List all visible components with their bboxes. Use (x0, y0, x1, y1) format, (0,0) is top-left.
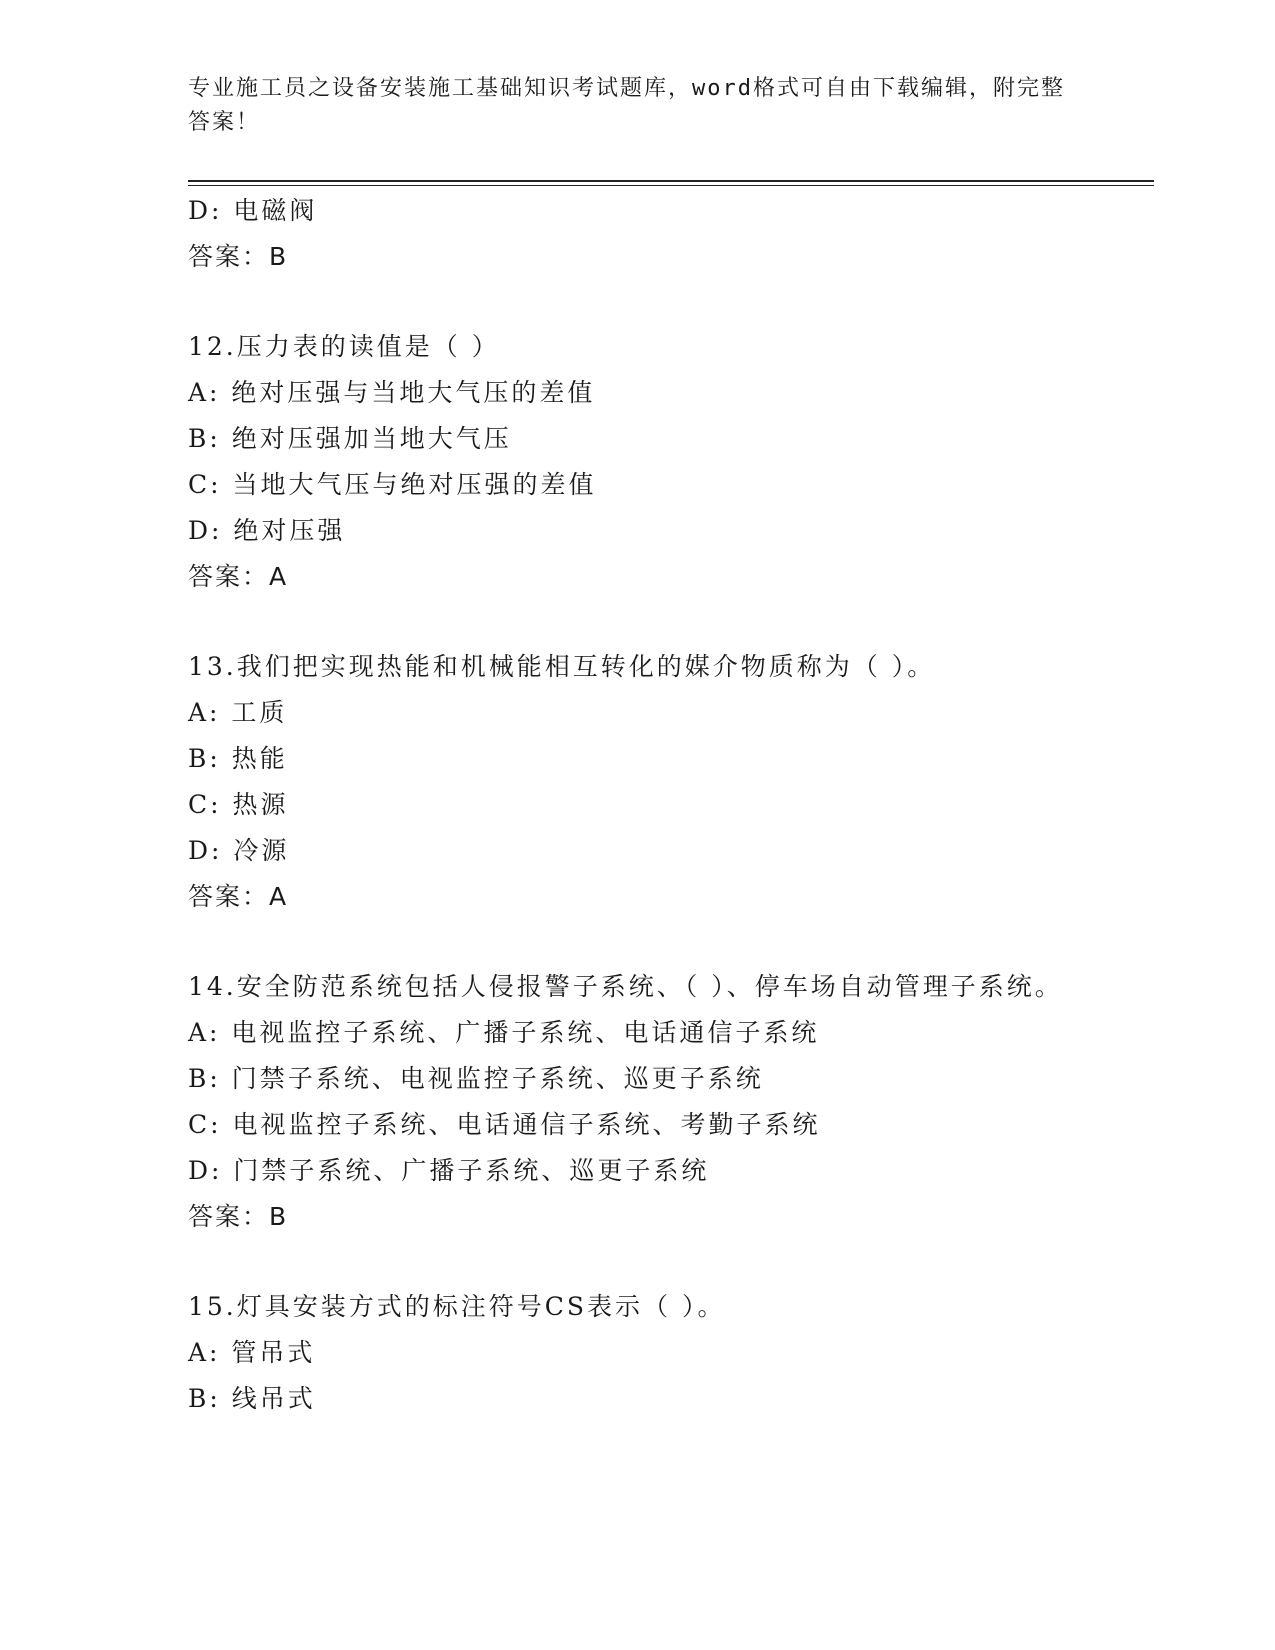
spacer (188, 600, 1088, 644)
option-c: C: 热源 (188, 790, 289, 819)
question-15 (188, 1284, 1088, 1422)
option-d: D: 电磁阀 (188, 196, 318, 225)
question-11-tail (188, 188, 1088, 280)
option-c: C: 电视监控子系统、电话通信子系统、考勤子系统 (188, 1110, 821, 1139)
question-list (188, 188, 1088, 1422)
question-12 (188, 324, 1088, 600)
question-13 (188, 644, 1088, 920)
option-a: A: 电视监控子系统、广播子系统、电话通信子系统 (188, 1018, 820, 1047)
option-a: A: 绝对压强与当地大气压的差值 (188, 378, 596, 407)
option-b: B: 绝对压强加当地大气压 (188, 424, 512, 453)
option-b: B: 热能 (188, 744, 288, 773)
question-stem: 13.我们把实现热能和机械能相互转化的媒介物质称为（ ）。 (188, 652, 936, 681)
option-d: D: 冷源 (188, 836, 290, 865)
header-divider (188, 180, 1154, 186)
option-c: C: 当地大气压与绝对压强的差值 (188, 470, 597, 499)
answer-line: 答案：B (188, 1202, 289, 1231)
question-stem: 14.安全防范系统包括人侵报警子系统、（ ）、停车场自动管理子系统。 (188, 972, 1063, 1001)
question-stem: 12.压力表的读值是（ ） (188, 332, 500, 361)
question-stem: 15.灯具安装方式的标注符号CS表示（ ）。 (188, 1292, 726, 1321)
answer-line: 答案：A (188, 882, 289, 911)
option-b: B: 线吊式 (188, 1384, 316, 1413)
option-a: A: 工质 (188, 698, 288, 727)
spacer (188, 280, 1088, 324)
question-14 (188, 964, 1088, 1240)
option-a: A: 管吊式 (188, 1338, 316, 1367)
spacer (188, 920, 1088, 964)
option-d: D: 门禁子系统、广播子系统、巡更子系统 (188, 1156, 710, 1185)
spacer (188, 1240, 1088, 1284)
document-header: 专业施工员之设备安装施工基础知识考试题库，word格式可自由下载编辑，附完整答案！ (188, 76, 1065, 135)
option-b: B: 门禁子系统、电视监控子系统、巡更子系统 (188, 1064, 764, 1093)
answer-line: 答案：A (188, 562, 289, 591)
answer-line: 答案：B (188, 242, 289, 271)
option-d: D: 绝对压强 (188, 516, 346, 545)
